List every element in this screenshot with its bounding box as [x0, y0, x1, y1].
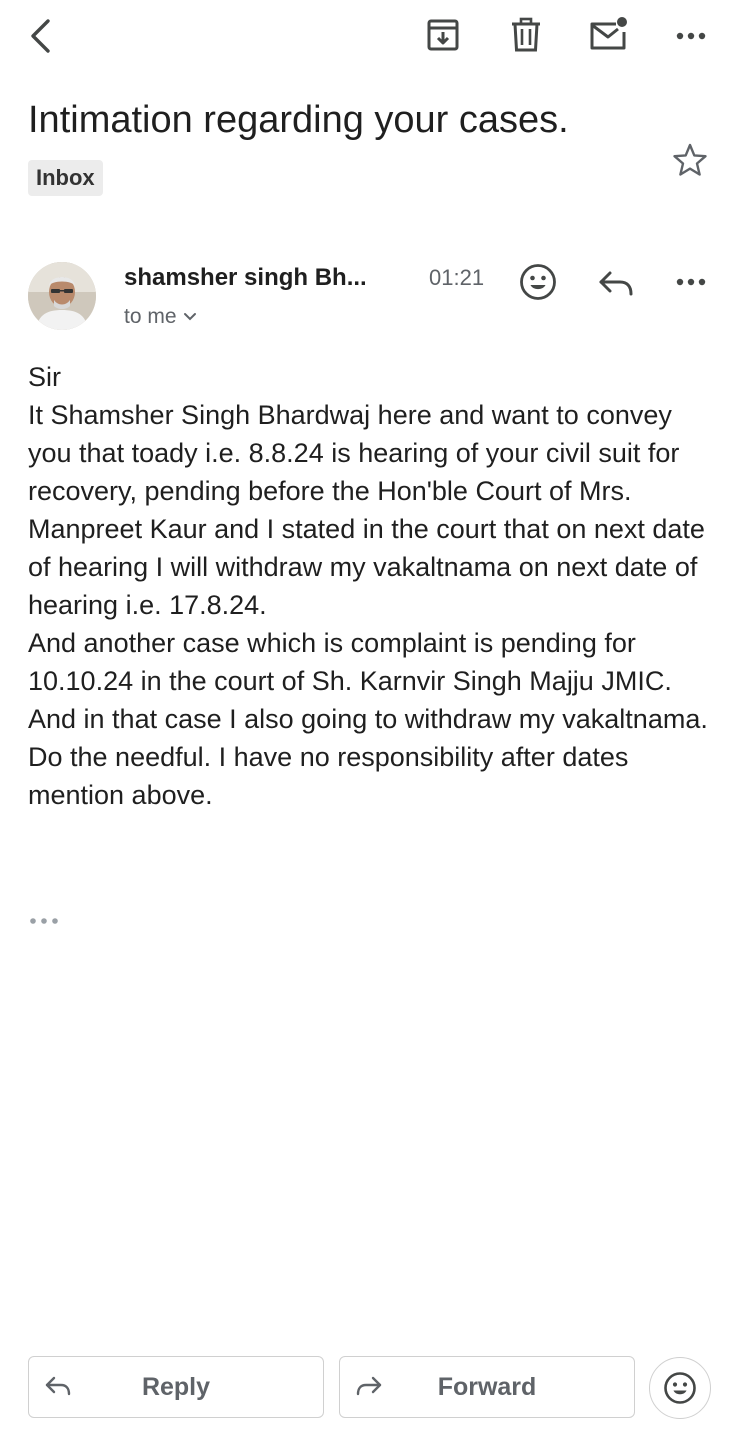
email-body [28, 358, 718, 814]
body-paragraph: Sir [28, 362, 61, 392]
recipient-toggle[interactable] [124, 303, 197, 331]
sender-avatar[interactable] [28, 262, 96, 330]
emoji-icon [519, 263, 557, 301]
react-button[interactable] [649, 1357, 711, 1419]
mail-unread-icon [588, 16, 628, 52]
reply-label: Reply [141, 1373, 211, 1401]
more-horizontal-icon [28, 912, 60, 930]
body-paragraph: Do the needful. I have no responsibility after dates mention above. [28, 742, 629, 810]
forward-button[interactable] [339, 1356, 635, 1418]
reply-inline-button[interactable] [594, 262, 638, 304]
message-more-button[interactable] [670, 264, 712, 300]
star-button[interactable] [668, 138, 712, 182]
body-paragraph: It Shamsher Singh Bhardwaj here and want to convey you that toady i.e. 8.8.24 is hearing of your civil suit for recovery, pending before the Hon'ble Court of Mrs. Manpreet Kaur and I stated in the court that on next date of hearing I will withdraw my vakaltnama on next date of hearing i.e. 17.8.24. [28, 400, 705, 620]
inbox-label-chip[interactable]: Inbox [28, 160, 103, 196]
sender-name[interactable]: shamsher singh Bh... [124, 264, 367, 291]
avatar-photo-icon [28, 262, 96, 330]
back-button[interactable] [20, 14, 60, 58]
recipient-label: to me [124, 305, 177, 328]
emoji-icon [663, 1371, 697, 1405]
add-reaction-button[interactable] [516, 260, 560, 304]
forward-label: Forward [437, 1373, 537, 1401]
delete-button[interactable] [505, 14, 547, 56]
reply-icon [598, 269, 634, 297]
back-arrow-icon [28, 18, 52, 54]
trash-icon [510, 17, 542, 53]
more-horizontal-icon [676, 32, 706, 40]
more-options-button[interactable] [670, 18, 712, 54]
email-subject: Intimation regarding your cases. [28, 99, 569, 141]
reply-button[interactable] [28, 1356, 324, 1418]
archive-button[interactable] [422, 14, 464, 56]
mark-unread-button[interactable] [586, 12, 630, 56]
email-time: 01:21 [429, 265, 485, 290]
archive-icon [426, 18, 460, 52]
chevron-down-icon [183, 312, 197, 322]
star-icon [672, 142, 708, 178]
body-paragraph: And another case which is complaint is pending for 10.10.24 in the court of Sh. Karnvir Singh Majju JMIC. And in that case I also going to withdraw my vakaltnama. [28, 628, 708, 734]
show-trimmed-content-button[interactable] [28, 912, 60, 935]
more-horizontal-icon [676, 278, 706, 286]
